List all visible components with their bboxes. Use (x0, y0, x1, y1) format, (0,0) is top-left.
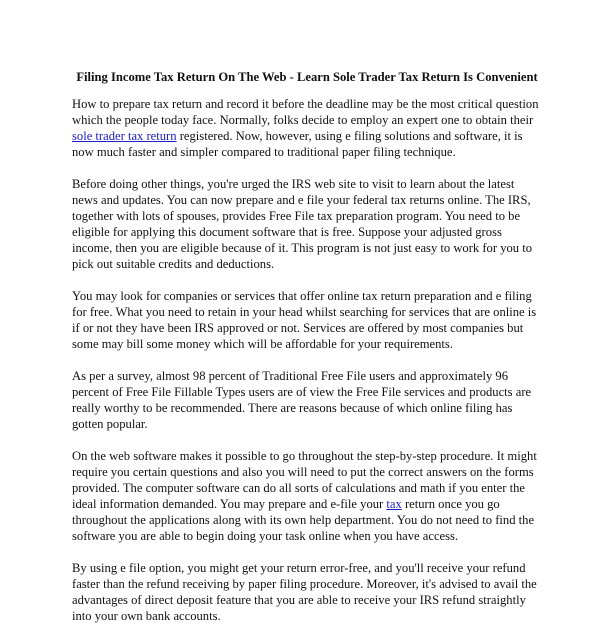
paragraph-irs: Before doing other things, you're urged the IRS web site to visit to learn about the latest news and updates. You can now prepare and e file your federal tax returns online. The IRS, together with lots of spouses, provides Free File tax preparation program. You need to be eligible for applying this document software that is free. Suppose your adjusted gross income, then you are eligible because of it. This program is not just easy to work for you to pick out suitable credits and deductions. (72, 177, 533, 271)
paragraph-text: return once you go throughout the applications along with its own help department. You do not need to find the software you are able to begin doing your task online when you have access. (72, 497, 535, 543)
document-body (72, 69, 542, 640)
paragraph-companies: You may look for companies or services that offer online tax return preparation and e filing for free. What you need to retain in your head whilst searching for services that are online is if or not they have been IRS approved or not. Services are offered by most companies but some may bill some money which will be affordable for your requirements. (72, 289, 537, 351)
paragraph-survey: As per a survey, almost 98 percent of Traditional Free File users and approximately 96 percent of Free File Fillable Types users are of view the Free File services and products are really worthy to be recommended. There are reasons because of which online filing has gotten popular. (72, 369, 532, 431)
paragraph-efile: By using e file option, you might get your return error-free, and you'll receive your refund faster than the refund receiving by paper filing procedure. Moreover, it's advised to avail the advantages of direct deposit feature that you are able to receive your IRS refund straightly into your own bank accounts. (72, 561, 537, 623)
paragraph-software (72, 448, 542, 544)
tax-link[interactable]: tax (386, 497, 402, 511)
paragraph-text: How to prepare tax return and record it before the deadline may be the most critical question which the people today face. Normally, folks decide to employ an expert one to obtain their (72, 97, 539, 127)
paragraph-text: On the web software makes it possible to go throughout the step-by-step procedure. It might require you certain questions and also you will need to put the correct answers on the forms provided. The computer software can do all sorts of calculations and math if you enter the ideal information demanded. You may prepare and e-file your (72, 449, 537, 511)
page-title: Filing Income Tax Return On The Web - Learn Sole Trader Tax Return Is Convenient (76, 70, 538, 84)
paragraph-intro (72, 96, 542, 160)
sole-trader-tax-return-link[interactable]: sole trader tax return (72, 129, 177, 143)
paragraph-text: registered. Now, however, using e filing solutions and software, it is now much faster and simpler compared to traditional paper filing technique. (72, 129, 523, 159)
